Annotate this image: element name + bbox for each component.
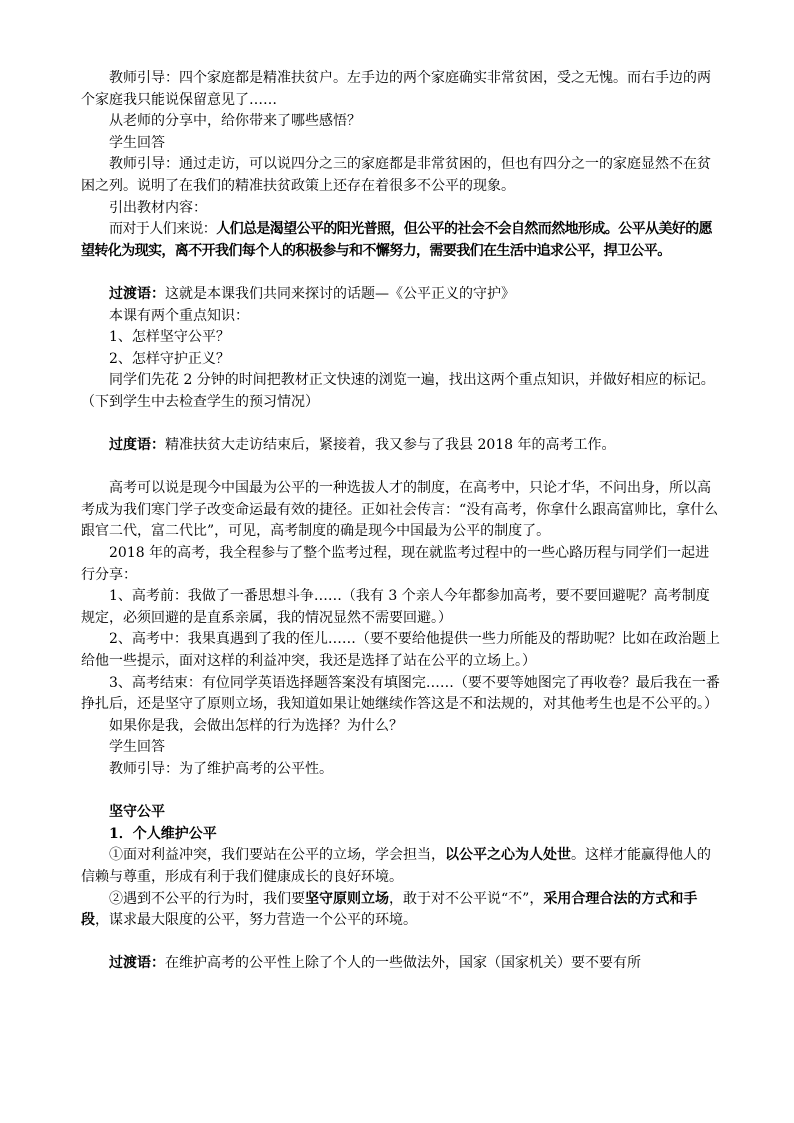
point-1-text-c: 。这样才能赢得他人的信赖与尊重，形成有利于我们健康成长的良好环境。: [81, 847, 711, 885]
document-page: [81, 68, 721, 975]
paragraph-key-points: 本课有两个重点知识：: [109, 307, 249, 324]
paragraph-teacher-guide-3: 教师引导：为了维护高考的公平性。: [109, 761, 333, 777]
transition-text-2: 精准扶贫大走访结束后，紧接着，我又参与了我县 2018 年的高考工作。: [165, 437, 616, 454]
paragraph-point-1: [81, 845, 721, 888]
transition-label-1: 过渡语：: [109, 285, 165, 302]
paragraph-textbook-intro: 引出教材内容：: [109, 199, 207, 216]
point-2-text-c: ，敢于对不公平说“不”，: [389, 890, 544, 907]
paragraph-point-2: [81, 889, 721, 932]
paragraph-teacher-guide-2: 教师引导：通过走访，可以说四分之三的家庭都是非常贫困的，但也有四分之一的家庭显然不在贫困之列。说明了在我们的精准扶贫政策上还存在着很多不公平的现象。: [81, 156, 711, 194]
transition-text-3: 在维护高考的公平性上除了个人的一些做法外，国家（国家机关）要不要有所: [165, 955, 641, 972]
list-item-key-point-2: 2、怎样守护正义？: [109, 350, 230, 367]
section-heading: 坚守公平: [109, 804, 165, 821]
point-2-bold-1: 坚守原则立场: [305, 890, 389, 907]
paragraph-gaokao-share: 2018 年的高考，我全程参与了整个监考过程，现在就监考过程中的一些心路历程与同学们一起进行分享：: [81, 545, 710, 583]
transition-label-2: 过度语：: [109, 437, 165, 454]
paragraph-reading-task: 同学们先花 2 分钟的时间把教材正文快速的浏览一遍，找出这两个重点知识，并做好相应的标记。（下到学生中去检查学生的预习情况）: [81, 372, 715, 410]
subsection-heading: 1．个人维护公平: [109, 825, 217, 842]
paragraph-question-1: 从老师的分享中，给你带来了哪些感悟？: [109, 113, 361, 130]
transition-text-1: 这就是本课我们共同来探讨的话题—《公平正义的守护》: [165, 285, 515, 302]
list-item-during-exam: 2、高考中：我果真遇到了我的侄儿……（要不要给他提供一些力所能及的帮助呢？比如在政治题上给他一些提示，面对这样的利益冲突，我还是选择了站在公平的立场上。）: [81, 631, 720, 670]
paragraph-gaokao-intro: 高考可以说是现今中国最为公平的一种选拔人才的制度，在高考中，只论才华，不问出身，所以高考成为我们寒门学子改变命运最有效的捷径。正如社会传言：“没有高考，你拿什么跟高富帅比，拿什么跟官二代，富二代比”，可见，高考制度的确是现今中国最为公平的制度了。: [81, 480, 719, 540]
transition-label-3: 过渡语：: [109, 955, 165, 972]
list-item-key-point-1: 1、怎样坚守公平？: [109, 329, 230, 346]
paragraph-transition-2: [81, 435, 721, 457]
quote-lead: 而对于人们来说：: [109, 221, 217, 238]
list-item-before-exam: 1、高考前：我做了一番思想斗争……（我有 3 个亲人今年都参加高考，要不要回避呢？高考制度规定，必须回避的是直系亲属，我的情况显然不需要回避。）: [81, 588, 710, 626]
point-2-text-a: ②遇到不公平的行为时，我们要: [109, 890, 305, 907]
paragraph-teacher-guide-1: 教师引导：四个家庭都是精准扶贫户。左手边的两个家庭确实非常贫困，受之无愧。而右手边的两个家庭我只能说保留意见了……: [81, 70, 711, 108]
paragraph-textbook-quote: [81, 219, 721, 262]
paragraph-student-answer-2: 学生回答: [109, 739, 165, 756]
point-2-bold-2: 采用合理合法的方式和手段: [81, 890, 698, 929]
point-1-bold: 以公平之心为人处世: [445, 847, 571, 864]
quote-bold: 人们总是渴望公平的阳光普照，但公平的社会不会自然而然地形成。公平从美好的愿望转化为现实，离不开我们每个人的积极参与和不懈努力，需要我们在生活中追求公平，捍卫公平。: [81, 221, 713, 259]
paragraph-student-answer-1: 学生回答: [109, 134, 165, 151]
list-item-after-exam: 3、高考结束：有位同学英语选择题答案没有填图完……（要不要等她图完了再收卷？最后我在一番挣扎后，还是坚守了原则立场，我知道如果让她继续作答这是不和法规的，对其他考生也是不公平的。）: [81, 674, 720, 713]
paragraph-transition-3: [81, 953, 721, 975]
paragraph-question-2: 如果你是我，会做出怎样的行为选择？为什么？: [109, 717, 403, 734]
point-2-text-e: ，谋求最大限度的公平，努力营造一个公平的环境。: [95, 912, 417, 929]
point-1-text-a: ①面对利益冲突，我们要站在公平的立场，学会担当，: [109, 847, 445, 864]
paragraph-transition-1: [81, 284, 721, 306]
